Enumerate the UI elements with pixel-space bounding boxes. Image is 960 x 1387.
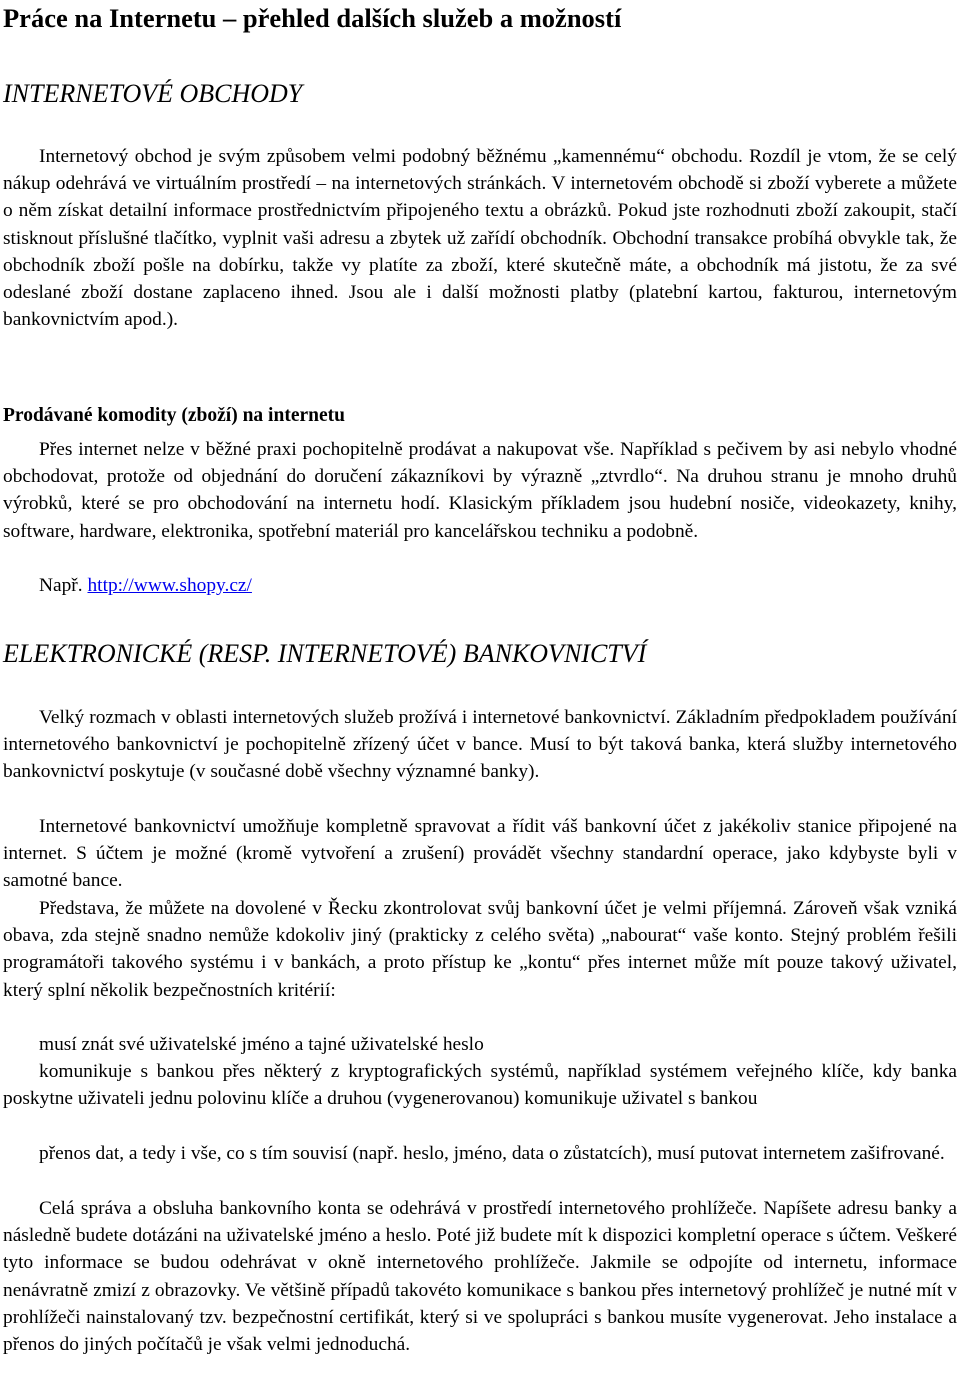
example-prefix: Např. [39,575,83,596]
paragraph-banking-1: Velký rozmach v oblasti internetových služeb prožívá i internetové bankovnictví. Základním předpokladem používání internetového bankovnictví je pochopitelně zřízený účet v bance. Musí to být taková banka, která služby internetového bankovnictví poskytuje (v současné době všechny významné banky). [3,707,957,783]
paragraph-banking-3: Představa, že můžete na dovolené v Řecku zkontrolovat svůj bankovní účet je velmi příjemná. Zároveň však vzniká obava, zda stejně snadno nemůže kdokoliv jiný (prakticky z celého světa) „nabourat“ vaše konto. Stejný problém řešili programátoři takového systému i v bankách, a proto přístup ke „kontu“ přes internet může mít pouze takový uživatel, který splní několik bezpečnostních kritérií: [3,898,957,1001]
paragraph-banking-2: Internetové bankovnictví umožňuje kompletně spravovat a řídit váš bankovní účet z jakékoliv stanice připojené na internet. S účtem je možné (kromě vytvoření a zrušení) provádět všechny standardní operace, jako kdybyste byli v samotné bance. [3,816,957,892]
section-heading-internet-shops: INTERNETOVÉ OBCHODY [3,79,303,108]
list-item: komunikuje s bankou přes některý z kryptografických systémů, například systémem veřejného klíče, kdy banka poskytne uživateli jednu polovinu klíče a druhou (vygenerovanou) komunikuje uživatel s bankou [3,1061,957,1110]
paragraph-shops-intro: Internetový obchod je svým způsobem velmi podobný běžnému „kamennému“ obchodu. Rozdíl je vtom, že se celý nákup odehrává ve virtuálním prostředí – na internetových stránkách. V internetovém obchodě si zboží vyberete a můžete o něm získat detailní informace prostřednictvím připojeného textu a obrázků. Pokud jste rozhodnuti zboží zakoupit, stačí stisknout příslušné tlačítko, vyplnit vaši adresu a zbytek už zařídí obchodník. Obchodní transakce probíhá obvykle tak, že obchodník zboží pošle na dobírku, takže vy platíte za zboží, které skutečně máte, a obchodník má jistotu, že za své odeslané zboží dostane zaplaceno ihned. Jsou ale i další možnosti platby (platební kartou, fakturou, internetovým bankovnictvím apod.). [3,146,957,331]
subheading-commodities: Prodávané komodity (zboží) na internetu [3,405,345,426]
list-item: přenos dat, a tedy i vše, co s tím souvisí (např. heslo, jméno, data o zůstatcích), musí putovat internetem zašifrované. [39,1143,945,1164]
paragraph-banking-4: Celá správa a obsluha bankovního konta se odehrává v prostředí internetového prohlížeče. Napíšete adresu banky a následně budete dotázáni na uživatelské jméno a heslo. Poté již budete mít k dispozici kompletní operace s účtem. Veškeré tyto informace se budou odehrávat v okně internetového prohlížeče. Jakmile se odpojíte od internetu, informace nenávratně zmizí z obrazovky. Ve většině případů takovéto komunikace s bankou přes internetový prohlížeč je nutné mít v prohlížeči nainstalovaný tzv. bezpečnostní certifikát, který si ve spolupráci s bankou musíte vygenerovat. Jeho instalace a přenos do jiných počítačů je však velmi jednoduchá. [3,1198,957,1356]
list-item: musí znát své uživatelské jméno a tajné uživatelské heslo [39,1034,484,1055]
shop-link[interactable]: http://www.shopy.cz/ [87,575,252,596]
section-heading-banking: ELEKTRONICKÉ (RESP. INTERNETOVÉ) BANKOVNICTVÍ [3,639,647,668]
paragraph-commodities: Přes internet nelze v běžné praxi pochopitelně prodávat a nakupovat vše. Například s pečivem by asi nebylo vhodné obchodovat, protože od objednání do doručení zákazníkovi by výrazně „ztvrdlo“. Na druhou stranu je mnoho druhů výrobků, které se pro obchodování na internetu hodí. Klasickým příkladem jsou hudební nosiče, videokazety, knihy, software, hardware, elektronika, spotřební materiál pro kancelářskou techniku a podobně. [3,439,957,542]
page-title: Práce na Internetu – přehled dalších služeb a možností [3,3,622,33]
example-line [3,572,957,599]
